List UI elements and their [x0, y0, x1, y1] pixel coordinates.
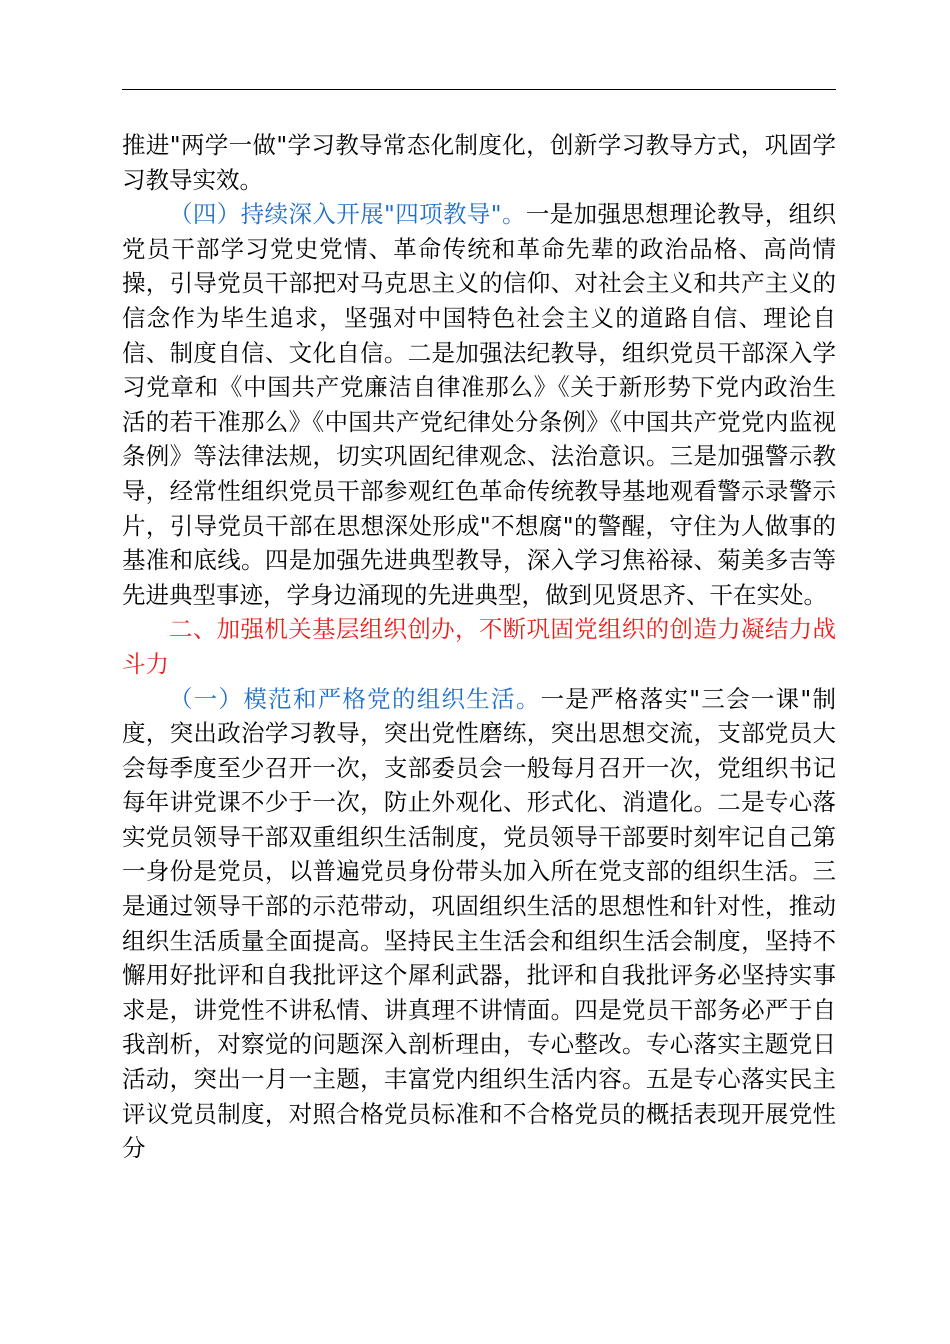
document-body: [122, 128, 836, 1166]
paragraph-organization-life: [122, 682, 836, 1166]
paragraph-continuation: [122, 128, 836, 197]
section-heading: 二、加强机关基层组织创办，不断巩固党组织的创造力凝结力战斗力: [122, 615, 836, 678]
subsection-heading: （一）模范和严格党的组织生活。: [169, 684, 541, 713]
paragraph-four-education: [122, 197, 836, 612]
paragraph-text: 推进"两学一做"学习教导常态化制度化，创新学习教导方式，巩固学习教导实效。: [122, 131, 836, 194]
header-rule: [122, 89, 836, 90]
paragraph-text: 一是严格落实"三会一课"制度，突出政治学习教导，突出党性磨练，突出思想交流，支部党员大会每季度至少召开一次，支部委员会一般每月召开一次，党组织书记每年讲党课不少于一次，防止外观化、形式化、消遣化。二是专心落实党员领导干部双重组织生活制度，党员领导干部要时刻牢记自己第一身份是党员，以普遍党员身份带头加入所在党支部的组织生活。三是通过领导干部的示范带动，巩固组织生活的思想性和针对性，推动组织生活质量全面提高。坚持民主生活会和组织生活会制度，坚持不懈用好批评和自我批评这个犀利武器，批评和自我批评务必坚持实事求是，讲党性不讲私情、讲真理不讲情面。四是党员干部务必严于自我剖析，对察觉的问题深入剖析理由，专心整改。专心落实主题党日活动，突出一月一主题，丰富党内组织生活内容。五是专心落实民主评议党员制度，对照合格党员标准和不合格党员的概括表现开展党性分: [122, 684, 837, 1163]
subsection-heading: （四）持续深入开展"四项教导"。: [169, 200, 526, 229]
paragraph-text: 一是加强思想理论教导，组织党员干部学习党史党情、革命传统和革命先辈的政治品格、高尚情操，引导党员干部把对马克思主义的信仰、对社会主义和共产主义的信念作为毕生追求，坚强对中国特色社会主义的道路自信、理论自信、制度自信、文化自信。二是加强法纪教导，组织党员干部深入学习党章和《中国共产党廉洁自律准那么》《关于新形势下党内政治生活的若干准那么》《中国共产党纪律处分条例》《中国共产党党内监视条例》等法律法规，切实巩固纪律观念、法治意识。三是加强警示教导，经常性组织党员干部参观红色革命传统教导基地观看警示录警示片，引导党员干部在思想深处形成"不想腐"的警醒，守住为人做事的基准和底线。四是加强先进典型教导，深入学习焦裕禄、菊美多吉等先进典型事迹，学身边涌现的先进典型，做到见贤思齐、干在实处。: [122, 200, 837, 609]
